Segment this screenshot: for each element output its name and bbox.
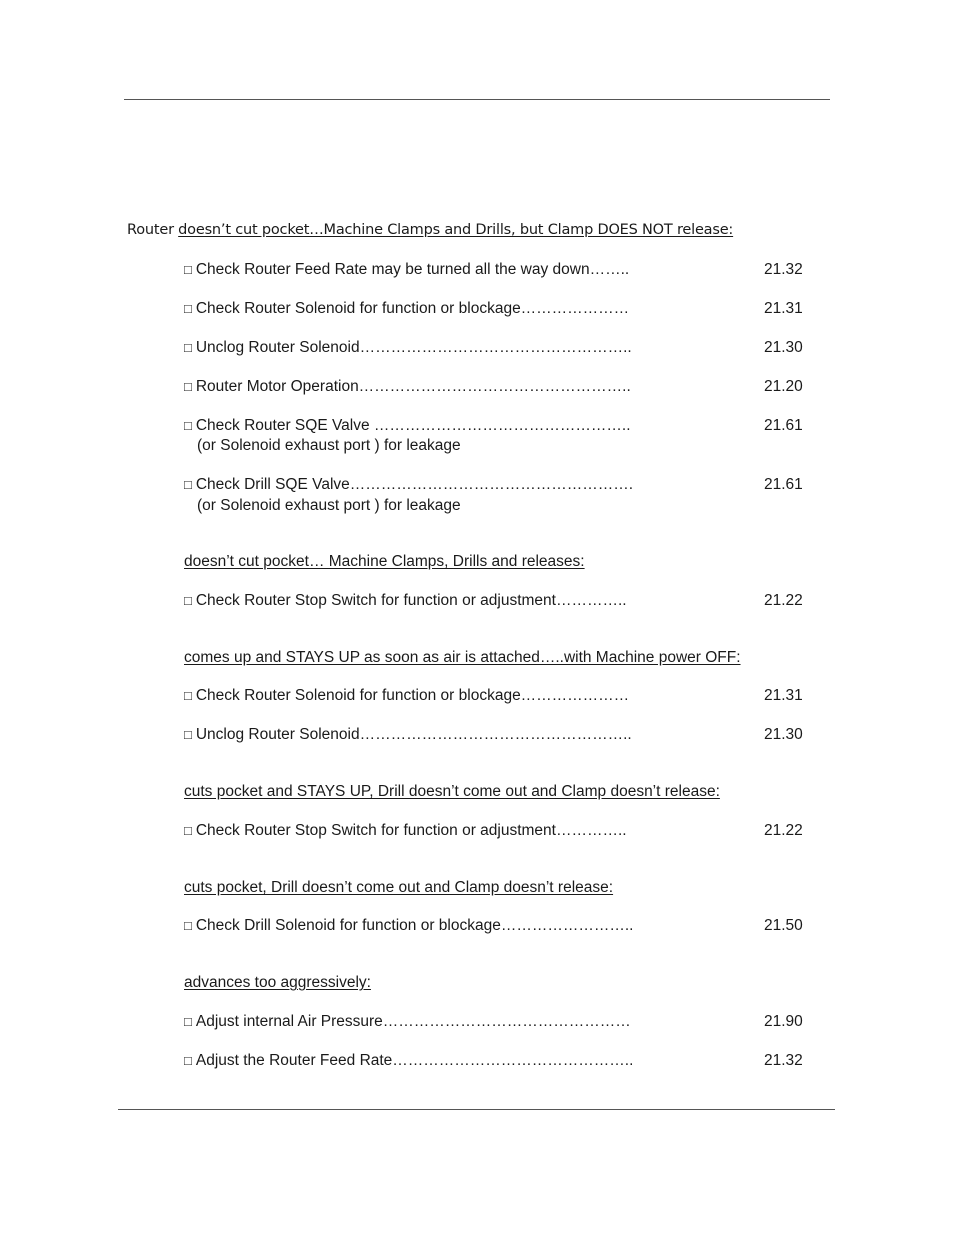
section-heading: cuts pocket and STAYS UP, Drill doesn’t come out and Clamp doesn’t release: [184, 783, 720, 800]
list-item [184, 1012, 631, 1032]
item-reference: 21.22 [764, 592, 803, 609]
item-reference: 21.61 [764, 417, 803, 434]
item-text: Unclog Router Solenoid…………………………………………….. [195, 726, 632, 743]
item-text: Adjust internal Air Pressure………………………………………… [195, 1013, 631, 1030]
checkbox-icon[interactable]: □ [184, 301, 192, 316]
item-reference: 21.32 [764, 261, 803, 278]
list-item [184, 299, 629, 319]
checkbox-icon[interactable]: □ [184, 418, 192, 433]
item-subtext: (or Solenoid exhaust port ) for leakage [197, 497, 461, 514]
list-item [184, 916, 633, 936]
item-reference: 21.61 [764, 476, 803, 493]
checkbox-icon[interactable]: □ [184, 727, 192, 742]
list-item [184, 725, 632, 745]
item-text: Check Router Stop Switch for function or adjustment………….. [195, 592, 627, 609]
item-text: Unclog Router Solenoid…………………………………………….. [195, 339, 632, 356]
checkbox-icon[interactable]: □ [184, 340, 192, 355]
item-reference: 21.31 [764, 300, 803, 317]
item-text: Check Router Solenoid for function or blockage………………… [195, 687, 630, 704]
checkbox-icon[interactable]: □ [184, 477, 192, 492]
section-heading: advances too aggressively: [184, 974, 371, 991]
item-reference: 21.30 [764, 339, 803, 356]
section-heading: doesn’t cut pocket… Machine Clamps, Drills and releases: [184, 553, 585, 570]
checkbox-icon[interactable]: □ [184, 823, 192, 838]
item-reference: 21.32 [764, 1052, 803, 1069]
item-subtext: (or Solenoid exhaust port ) for leakage [197, 437, 461, 454]
list-item [184, 686, 629, 706]
list-item [184, 821, 627, 841]
item-reference: 21.31 [764, 687, 803, 704]
checkbox-icon[interactable]: □ [184, 688, 192, 703]
checkbox-icon[interactable]: □ [184, 1014, 192, 1029]
section-heading: cuts pocket, Drill doesn’t come out and Clamp doesn’t release: [184, 879, 614, 896]
checkbox-icon[interactable]: □ [184, 262, 192, 277]
item-text: Check Router Solenoid for function or blockage………………… [195, 300, 630, 317]
header-rule [124, 99, 830, 100]
list-item [184, 338, 632, 358]
heading-text: doesn’t cut pocket…Machine Clamps and Drills, but Clamp DOES NOT release: [178, 222, 734, 238]
checkbox-icon[interactable]: □ [184, 918, 192, 933]
item-text: Check Drill Solenoid for function or blockage…………………….. [195, 917, 634, 934]
item-text: Check Router Feed Rate may be turned all the way down…….. [195, 261, 630, 278]
list-item [184, 377, 631, 397]
checkbox-icon[interactable]: □ [184, 1053, 192, 1068]
item-reference: 21.20 [764, 378, 803, 395]
item-text: Router Motor Operation…………………………………………….. [195, 378, 631, 395]
item-reference: 21.30 [764, 726, 803, 743]
checkbox-icon[interactable]: □ [184, 593, 192, 608]
item-reference: 21.50 [764, 917, 803, 934]
list-item [184, 475, 633, 495]
item-text: Check Drill SQE Valve………………………………………………. [195, 476, 634, 493]
first-heading [127, 220, 733, 240]
section-heading: comes up and STAYS UP as soon as air is attached…..with Machine power OFF: [184, 649, 741, 666]
list-item [184, 260, 629, 280]
item-text: Check Router SQE Valve ………………………………………….. [195, 417, 631, 434]
item-reference: 21.90 [764, 1013, 803, 1030]
list-item [184, 1051, 633, 1071]
list-item [184, 416, 631, 436]
item-text: Check Router Stop Switch for function or adjustment………….. [195, 822, 627, 839]
item-reference: 21.22 [764, 822, 803, 839]
list-item [184, 591, 627, 611]
checkbox-icon[interactable]: □ [184, 379, 192, 394]
heading-lead: Router [127, 222, 174, 238]
footer-rule [118, 1109, 835, 1110]
item-text: Adjust the Router Feed Rate……………………………………….. [195, 1052, 634, 1069]
